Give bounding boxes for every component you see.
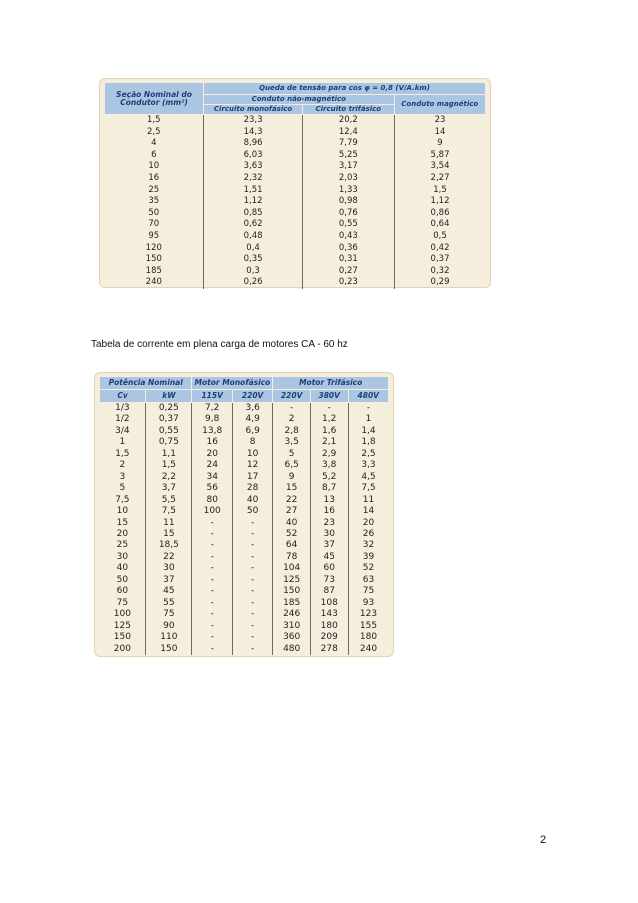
table-cell: - xyxy=(232,644,272,655)
table-cell: 2,1 xyxy=(310,437,348,448)
table-cell: 25 xyxy=(148,184,160,195)
table-cell: 5,25 xyxy=(303,150,394,162)
table-cell: 0,25 xyxy=(146,403,192,415)
table-cell: 37 xyxy=(146,575,192,586)
table-cell: 14,3 xyxy=(204,127,303,139)
table-cell: 155 xyxy=(348,621,389,632)
table-cell: 1,1 xyxy=(146,449,192,460)
table-cell: 56 xyxy=(192,483,232,494)
table-cell: 310 xyxy=(273,621,311,632)
table-cell: 64 xyxy=(273,540,311,551)
table-cell: 0,55 xyxy=(146,426,192,437)
table-row xyxy=(105,277,486,289)
table-cell: 9 xyxy=(394,138,485,150)
table-cell: 246 xyxy=(273,609,311,620)
table-cell: 52 xyxy=(273,529,311,540)
table-cell: 16 xyxy=(192,437,232,448)
table-cell: 73 xyxy=(310,575,348,586)
table-cell: 37 xyxy=(310,540,348,551)
table-cell: 0,48 xyxy=(204,231,303,243)
table-cell: 27 xyxy=(273,506,311,517)
table-cell: - xyxy=(310,403,348,415)
table-cell: 143 xyxy=(310,609,348,620)
table-cell: 34 xyxy=(192,472,232,483)
table-row xyxy=(100,598,389,609)
table-cell: 0,37 xyxy=(394,254,485,266)
table-cell: 3,8 xyxy=(310,460,348,471)
motor-current-rows xyxy=(100,403,389,655)
voltage-drop-rows xyxy=(105,115,486,289)
table-cell: - xyxy=(192,632,232,643)
table-cell: 0,5 xyxy=(394,231,485,243)
table-row xyxy=(105,254,486,266)
table-cell: 24 xyxy=(192,460,232,471)
table-cell: 180 xyxy=(310,621,348,632)
table-cell: 0,29 xyxy=(394,277,485,289)
table-cell: 14 xyxy=(394,127,485,139)
table-cell: 0,26 xyxy=(204,277,303,289)
table-cell: 123 xyxy=(348,609,389,620)
table-cell: 120 xyxy=(145,242,162,253)
table-cell: 185 xyxy=(273,598,311,609)
table-cell: 1,5 xyxy=(394,185,485,197)
table-cell: 5,5 xyxy=(146,495,192,506)
table-cell: 5,87 xyxy=(394,150,485,162)
table-row xyxy=(105,196,486,208)
table-cell: - xyxy=(232,563,272,574)
table-cell: 1,4 xyxy=(348,426,389,437)
table-cell: - xyxy=(232,586,272,597)
table-cell: - xyxy=(192,598,232,609)
table-cell: 30 xyxy=(310,529,348,540)
table-cell: 80 xyxy=(192,495,232,506)
header-magnetic-conduit: Conduto magnético xyxy=(394,95,485,115)
table-row xyxy=(100,449,389,460)
table-cell: 11 xyxy=(146,518,192,529)
table-cell: 14 xyxy=(348,506,389,517)
table-cell: 125 xyxy=(113,620,131,631)
table-cell: 0,32 xyxy=(394,266,485,278)
table-cell: 185 xyxy=(145,265,162,276)
table-cell: 20 xyxy=(192,449,232,460)
table-cell: 0,27 xyxy=(303,266,394,278)
table-cell: 1,5 xyxy=(115,448,130,459)
table-cell: 40 xyxy=(232,495,272,506)
table-cell: 0,36 xyxy=(303,243,394,255)
table-cell: - xyxy=(192,621,232,632)
table-cell: 2,9 xyxy=(310,449,348,460)
table-cell: 1,5 xyxy=(146,460,192,471)
table-row xyxy=(105,115,486,127)
table-cell: 209 xyxy=(310,632,348,643)
table-cell: 6,9 xyxy=(232,426,272,437)
table-row xyxy=(105,266,486,278)
table-cell: 17 xyxy=(232,472,272,483)
table-cell: - xyxy=(232,540,272,551)
table-row xyxy=(100,644,389,655)
table-cell: 278 xyxy=(310,644,348,655)
table-row xyxy=(100,483,389,494)
table-cell: 11 xyxy=(348,495,389,506)
table-row xyxy=(105,161,486,173)
table-cell: 4,9 xyxy=(232,414,272,425)
table-cell: 23 xyxy=(394,115,485,127)
table-cell: 52 xyxy=(348,563,389,574)
table-cell: - xyxy=(232,529,272,540)
table-cell: - xyxy=(232,518,272,529)
table-cell: 8,96 xyxy=(204,138,303,150)
table-cell: 3,17 xyxy=(303,161,394,173)
table-cell: 180 xyxy=(348,632,389,643)
table-row xyxy=(105,138,486,150)
table-cell: 20 xyxy=(116,528,129,539)
table-cell: 32 xyxy=(348,540,389,551)
table-row xyxy=(100,575,389,586)
table-cell: 2,32 xyxy=(204,173,303,185)
table-cell: - xyxy=(232,632,272,643)
table-row xyxy=(100,632,389,643)
table-cell: 3/4 xyxy=(115,425,130,436)
header-single-phase: Circuito monofásico xyxy=(204,105,303,115)
table-cell: 13,8 xyxy=(192,426,232,437)
table-cell: 6 xyxy=(151,149,157,160)
header-conductor-section: Seção Nominal do Condutor (mm²) xyxy=(105,83,204,115)
table-cell: 22 xyxy=(273,495,311,506)
table-cell: 15 xyxy=(146,529,192,540)
table-cell: 0,76 xyxy=(303,208,394,220)
table-cell: - xyxy=(192,575,232,586)
table-cell: 23 xyxy=(310,518,348,529)
table-row xyxy=(100,506,389,517)
header-380v: 380V xyxy=(310,390,348,403)
table-cell: 0,64 xyxy=(394,219,485,231)
table-cell: 45 xyxy=(310,552,348,563)
table-cell: - xyxy=(232,609,272,620)
table-cell: 1,12 xyxy=(394,196,485,208)
table-cell: 0,4 xyxy=(204,243,303,255)
table-cell: 20,2 xyxy=(303,115,394,127)
table-cell: - xyxy=(348,403,389,415)
table-cell: 50 xyxy=(116,574,129,585)
header-three-phase: Circuito trifásico xyxy=(303,105,394,115)
table-cell: - xyxy=(192,518,232,529)
table-cell: 18,5 xyxy=(146,540,192,551)
table-cell: 0,86 xyxy=(394,208,485,220)
table-cell: 1,6 xyxy=(310,426,348,437)
table-cell: - xyxy=(232,575,272,586)
table-cell: 150 xyxy=(145,254,162,265)
table-row xyxy=(100,472,389,483)
table-row xyxy=(100,563,389,574)
table-cell: 15 xyxy=(116,517,129,528)
table-cell: 104 xyxy=(273,563,311,574)
table-cell: 12,4 xyxy=(303,127,394,139)
table-cell: - xyxy=(192,644,232,655)
table-cell: 50 xyxy=(148,207,160,218)
table-row xyxy=(100,495,389,506)
table-cell: 20 xyxy=(348,518,389,529)
header-voltage-drop: Queda de tensão para cos φ = 0,8 (V/A.km) xyxy=(204,83,486,95)
table-cell: 1,51 xyxy=(204,185,303,197)
table-cell: 240 xyxy=(145,277,162,288)
table-row xyxy=(100,518,389,529)
table-cell: 30 xyxy=(116,551,129,562)
table-row xyxy=(100,609,389,620)
table-cell: 5 xyxy=(119,483,126,494)
table-cell: 0,98 xyxy=(303,196,394,208)
table-cell: 0,75 xyxy=(146,437,192,448)
table-cell: 23,3 xyxy=(204,115,303,127)
table-cell: 7,79 xyxy=(303,138,394,150)
table-cell: 6,5 xyxy=(273,460,311,471)
table-cell: - xyxy=(232,598,272,609)
table-cell: 16 xyxy=(310,506,348,517)
table-cell: 75 xyxy=(348,586,389,597)
table-cell: - xyxy=(232,621,272,632)
table-cell: 60 xyxy=(310,563,348,574)
table-cell: 480 xyxy=(273,644,311,655)
table-cell: 2,03 xyxy=(303,173,394,185)
motor-current-grid xyxy=(99,376,389,655)
table-cell: 1,2 xyxy=(310,414,348,425)
table-cell: 8 xyxy=(232,437,272,448)
table-cell: 2 xyxy=(119,460,126,471)
table-cell: 3,3 xyxy=(348,460,389,471)
table-cell: 2,5 xyxy=(147,126,161,137)
table-row xyxy=(100,621,389,632)
table-cell: 1,5 xyxy=(147,115,161,125)
table-cell: 75 xyxy=(116,597,129,608)
table-cell: 28 xyxy=(232,483,272,494)
motor-current-table xyxy=(94,372,394,657)
table-cell: 55 xyxy=(146,598,192,609)
table-row xyxy=(105,173,486,185)
table-cell: 100 xyxy=(113,609,131,620)
table-cell: 1 xyxy=(119,437,126,448)
table-cell: 0,23 xyxy=(303,277,394,289)
table-row xyxy=(105,231,486,243)
table-cell: 150 xyxy=(146,644,192,655)
table-cell: 10 xyxy=(232,449,272,460)
table-cell: 78 xyxy=(273,552,311,563)
table-cell: 7,2 xyxy=(192,403,232,415)
table-cell: 0,35 xyxy=(204,254,303,266)
table-cell: - xyxy=(192,552,232,563)
table-cell: 95 xyxy=(148,230,160,241)
table-cell: 39 xyxy=(348,552,389,563)
table-row xyxy=(105,219,486,231)
table-cell: 12 xyxy=(232,460,272,471)
table-cell: 3,63 xyxy=(204,161,303,173)
table-cell: 3,5 xyxy=(273,437,311,448)
table-cell: 40 xyxy=(273,518,311,529)
table-cell: 9,8 xyxy=(192,414,232,425)
table-cell: 0,37 xyxy=(146,414,192,425)
table-cell: 0,55 xyxy=(303,219,394,231)
header-480v: 480V xyxy=(348,390,389,403)
table-row xyxy=(105,243,486,255)
table-cell: 1,8 xyxy=(348,437,389,448)
header-kw: kW xyxy=(146,390,192,403)
table-cell: 13 xyxy=(310,495,348,506)
table-cell: 1,12 xyxy=(204,196,303,208)
voltage-drop-grid xyxy=(104,82,486,289)
table-cell: 360 xyxy=(273,632,311,643)
table-cell: 16 xyxy=(148,172,160,183)
header-220v-mono: 220V xyxy=(232,390,272,403)
header-three-phase-motor: Motor Trifásico xyxy=(273,377,389,390)
table-cell: 7,5 xyxy=(115,494,130,505)
table-cell: 0,3 xyxy=(204,266,303,278)
table-cell: 60 xyxy=(116,586,129,597)
table-cell: 1 xyxy=(348,414,389,425)
table-row xyxy=(100,414,389,425)
table-cell: 63 xyxy=(348,575,389,586)
table-cell: 93 xyxy=(348,598,389,609)
table-cell: 4,5 xyxy=(348,472,389,483)
table-cell: 90 xyxy=(146,621,192,632)
header-nominal-power: Potência Nominal xyxy=(100,377,192,390)
table-cell: 0,85 xyxy=(204,208,303,220)
table-cell: 3,7 xyxy=(146,483,192,494)
table-cell: 2 xyxy=(273,414,311,425)
table-row xyxy=(100,529,389,540)
motor-table-caption: Tabela de corrente em plena carga de motores CA - 60 hz xyxy=(91,339,348,350)
header-nonmagnetic-conduit: Conduto não-magnético xyxy=(204,95,394,105)
table-cell: 22 xyxy=(146,552,192,563)
header-115v: 115V xyxy=(192,390,232,403)
table-cell: 35 xyxy=(148,196,160,207)
table-row xyxy=(105,150,486,162)
voltage-drop-table xyxy=(99,78,491,288)
table-cell: 7,5 xyxy=(146,506,192,517)
table-cell: - xyxy=(192,586,232,597)
table-cell: 9 xyxy=(273,472,311,483)
table-cell: 26 xyxy=(348,529,389,540)
table-row xyxy=(100,540,389,551)
table-cell: 3,54 xyxy=(394,161,485,173)
table-row xyxy=(105,185,486,197)
table-cell: 10 xyxy=(148,161,160,172)
table-cell: 100 xyxy=(192,506,232,517)
table-row xyxy=(105,127,486,139)
table-cell: 2,2 xyxy=(146,472,192,483)
table-cell: 2,5 xyxy=(348,449,389,460)
page-number: 2 xyxy=(540,834,547,846)
table-cell: 5,2 xyxy=(310,472,348,483)
table-cell: - xyxy=(192,529,232,540)
table-row xyxy=(100,586,389,597)
table-cell: 45 xyxy=(146,586,192,597)
table-cell: 4 xyxy=(151,138,157,149)
table-cell: 6,03 xyxy=(204,150,303,162)
table-cell: - xyxy=(192,540,232,551)
table-cell: 0,43 xyxy=(303,231,394,243)
table-cell: 3 xyxy=(119,471,126,482)
table-row xyxy=(100,552,389,563)
table-cell: 10 xyxy=(116,506,129,517)
table-cell: 1/2 xyxy=(115,414,130,425)
table-cell: 15 xyxy=(273,483,311,494)
table-row xyxy=(100,437,389,448)
table-cell: 0,42 xyxy=(394,243,485,255)
table-row xyxy=(100,426,389,437)
table-cell: 108 xyxy=(310,598,348,609)
table-cell: 1,33 xyxy=(303,185,394,197)
header-single-phase-motor: Motor Monofásico xyxy=(192,377,273,390)
table-cell: 150 xyxy=(113,632,131,643)
table-cell: 200 xyxy=(113,643,131,654)
table-cell: - xyxy=(273,403,311,415)
table-cell: 8,7 xyxy=(310,483,348,494)
table-row xyxy=(105,208,486,220)
table-cell: 87 xyxy=(310,586,348,597)
table-cell: 240 xyxy=(348,644,389,655)
table-cell: 0,62 xyxy=(204,219,303,231)
table-row xyxy=(100,460,389,471)
table-cell: 125 xyxy=(273,575,311,586)
table-cell: 25 xyxy=(116,540,129,551)
table-cell: - xyxy=(192,609,232,620)
table-cell: 75 xyxy=(146,609,192,620)
table-cell: 5 xyxy=(273,449,311,460)
header-220v-tri: 220V xyxy=(273,390,311,403)
table-cell: - xyxy=(232,552,272,563)
table-cell: 3,6 xyxy=(232,403,272,415)
table-cell: 2,8 xyxy=(273,426,311,437)
table-cell: 70 xyxy=(148,219,160,230)
table-cell: 40 xyxy=(116,563,129,574)
header-cv: Cv xyxy=(100,390,146,403)
table-cell: 110 xyxy=(146,632,192,643)
table-cell: 2,27 xyxy=(394,173,485,185)
table-cell: 50 xyxy=(232,506,272,517)
table-cell: 7,5 xyxy=(348,483,389,494)
table-cell: 30 xyxy=(146,563,192,574)
table-cell: 150 xyxy=(273,586,311,597)
table-row xyxy=(100,403,389,415)
table-cell: - xyxy=(192,563,232,574)
table-cell: 0,31 xyxy=(303,254,394,266)
table-cell: 1/3 xyxy=(115,403,130,413)
